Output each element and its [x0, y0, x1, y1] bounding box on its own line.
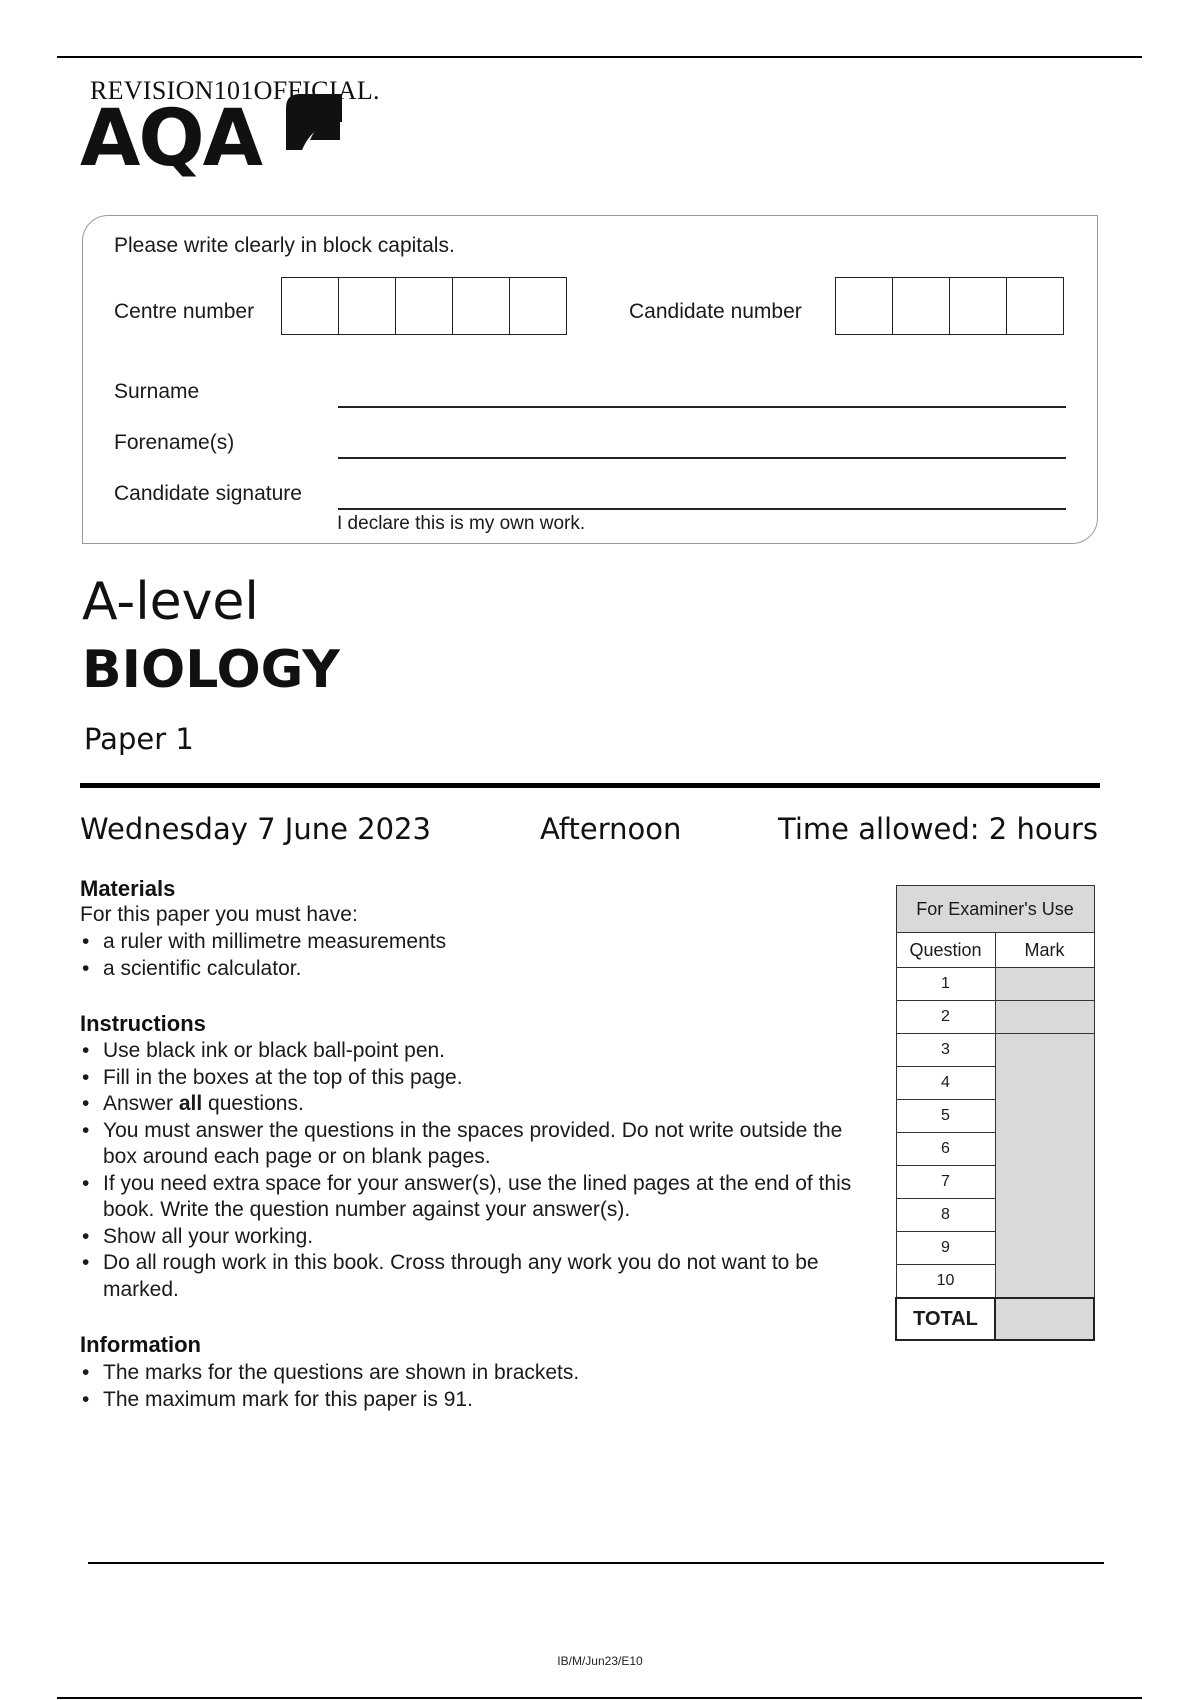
- question-number: 6: [896, 1133, 995, 1166]
- paper-title: Paper 1: [84, 722, 194, 756]
- candidate-number-digit-box[interactable]: [892, 277, 949, 335]
- centre-number-digit-box[interactable]: [281, 277, 338, 335]
- mark-cell-merged: [995, 1034, 1094, 1299]
- total-mark-cell: [995, 1298, 1094, 1340]
- examiner-use-table: [895, 885, 1095, 1341]
- footer-rule: [88, 1562, 1104, 1564]
- exam-date: Wednesday 7 June 2023: [80, 812, 431, 846]
- candidate-number-digit-box[interactable]: [1006, 277, 1064, 335]
- forenames-field[interactable]: [338, 457, 1066, 459]
- question-number: 1: [896, 968, 995, 1001]
- instruction-item: • If you need extra space for your answer(s), use the lined pages at the end of this book. Write the question number against your answer(s).: [80, 1171, 860, 1224]
- materials-intro: For this paper you must have:: [80, 903, 358, 926]
- materials-item: • a ruler with millimetre measurements: [80, 929, 880, 956]
- centre-number-digit-box[interactable]: [452, 277, 509, 335]
- watermark-text: REVISION101OFFICIAL.: [90, 76, 380, 105]
- mark-cell: [995, 968, 1094, 1001]
- top-rule: [57, 56, 1142, 58]
- centre-number-boxes[interactable]: [281, 277, 567, 335]
- question-number: 3: [896, 1034, 995, 1067]
- information-list: [80, 1360, 880, 1413]
- block-capitals-instruction: Please write clearly in block capitals.: [114, 234, 455, 257]
- candidate-number-boxes[interactable]: [835, 277, 1064, 335]
- materials-heading: Materials: [80, 876, 176, 901]
- subject-title: BIOLOGY: [82, 640, 340, 700]
- declaration-text: I declare this is my own work.: [337, 513, 586, 534]
- question-number: 8: [896, 1199, 995, 1232]
- bottom-rule: [57, 1697, 1142, 1699]
- centre-number-digit-box[interactable]: [395, 277, 452, 335]
- materials-item: • a scientific calculator.: [80, 956, 880, 983]
- instruction-item: • Answer all questions.: [80, 1091, 860, 1118]
- surname-field[interactable]: [338, 406, 1066, 408]
- question-row: [896, 1034, 1094, 1067]
- aqa-logo-text: AQA: [80, 94, 262, 184]
- instruction-item: • You must answer the questions in the spaces provided. Do not write outside the box around each page or on blank pages.: [80, 1118, 860, 1171]
- time-allowed: Time allowed: 2 hours: [778, 812, 1098, 846]
- question-number: 2: [896, 1001, 995, 1034]
- candidate-number-label: Candidate number: [629, 300, 802, 323]
- mark-column-header: Mark: [995, 933, 1094, 968]
- paper-reference-code: IB/M/Jun23/E10: [557, 1654, 643, 1668]
- question-number: 7: [896, 1166, 995, 1199]
- instructions-heading: Instructions: [80, 1011, 206, 1036]
- question-number: 10: [896, 1265, 995, 1299]
- materials-list: [80, 929, 880, 982]
- centre-number-digit-box[interactable]: [509, 277, 567, 335]
- information-item: • The marks for the questions are shown in brackets.: [80, 1360, 880, 1387]
- signature-label: Candidate signature: [114, 482, 302, 505]
- instructions-list: [80, 1038, 860, 1303]
- mark-cell: [995, 1001, 1094, 1034]
- centre-number-digit-box[interactable]: [338, 277, 395, 335]
- level-title: A-level: [82, 572, 259, 632]
- instruction-item: • Fill in the boxes at the top of this page.: [80, 1065, 860, 1092]
- exam-session: Afternoon: [540, 812, 682, 846]
- total-label: TOTAL: [896, 1298, 995, 1340]
- title-rule: [80, 783, 1100, 788]
- instruction-item: • Use black ink or black ball-point pen.: [80, 1038, 860, 1065]
- information-item: • The maximum mark for this paper is 91.: [80, 1387, 880, 1414]
- candidate-number-digit-box[interactable]: [835, 277, 892, 335]
- signature-field[interactable]: [338, 508, 1066, 510]
- total-row: [896, 1298, 1094, 1340]
- question-row: [896, 1001, 1094, 1034]
- aqa-logo: [80, 92, 350, 187]
- question-column-header: Question: [896, 933, 995, 968]
- candidate-details-box: [82, 215, 1098, 544]
- candidate-number-digit-box[interactable]: [949, 277, 1006, 335]
- forenames-label: Forename(s): [114, 431, 235, 454]
- question-row: [896, 968, 1094, 1001]
- centre-number-label: Centre number: [114, 300, 255, 323]
- surname-label: Surname: [114, 380, 200, 403]
- question-number: 9: [896, 1232, 995, 1265]
- instruction-item: • Show all your working.: [80, 1224, 860, 1251]
- question-number: 5: [896, 1100, 995, 1133]
- examiner-use-heading: For Examiner's Use: [896, 886, 1094, 933]
- instruction-item: • Do all rough work in this book. Cross through any work you do not want to be marked.: [80, 1250, 860, 1303]
- information-heading: Information: [80, 1332, 201, 1357]
- question-number: 4: [896, 1067, 995, 1100]
